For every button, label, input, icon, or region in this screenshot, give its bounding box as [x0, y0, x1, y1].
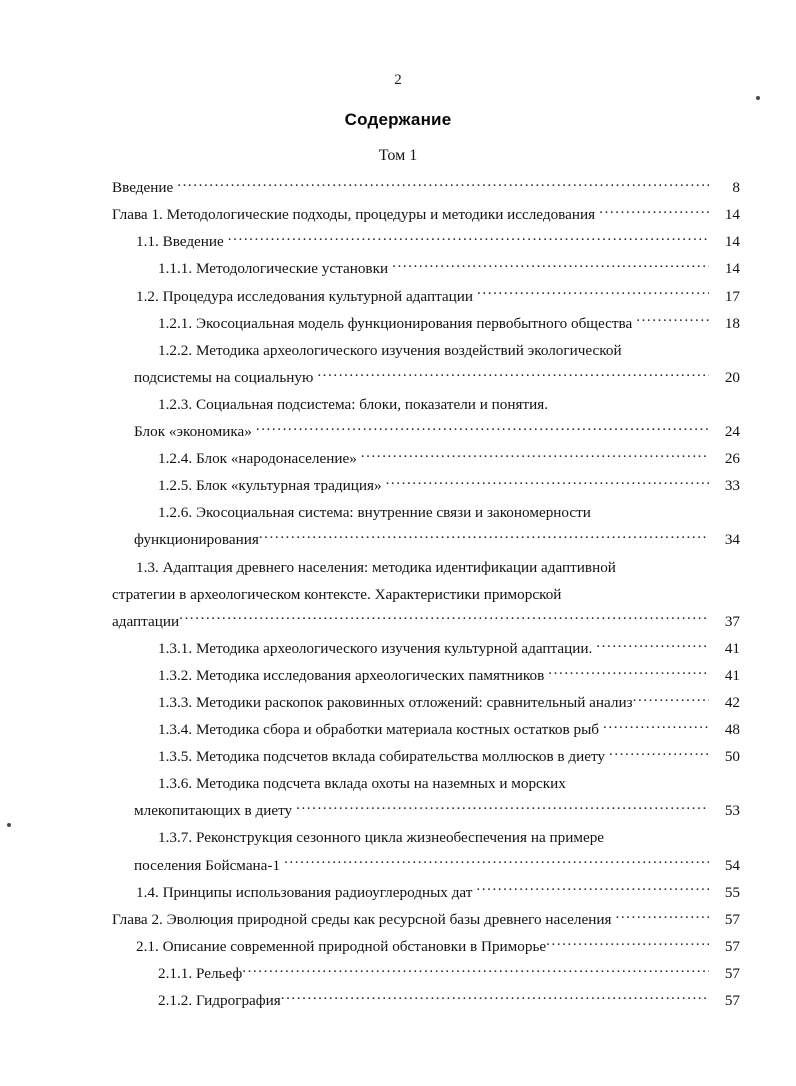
toc-page-number: 48 [724, 721, 740, 739]
toc-entry-label: 1.3.3. Методики раскопок раковинных отложений: сравнительный анализ [158, 693, 633, 711]
toc-leader-dots [570, 773, 709, 788]
toc-entry-line[interactable] [112, 529, 740, 556]
toc-entry-label: 1.4. Принципы использования радиоуглеродных дат [136, 883, 473, 901]
toc-page-number: 41 [724, 666, 740, 684]
toc-entry-line[interactable] [112, 583, 740, 610]
toc-entry-label: млекопитающих в диету [134, 802, 293, 820]
toc-entry-line[interactable] [112, 854, 740, 881]
toc-page-number: 26 [724, 450, 740, 468]
toc-page-number: 57 [724, 992, 740, 1009]
toc-entry-line[interactable] [112, 231, 740, 258]
scan-speck-icon [756, 96, 760, 100]
toc-entry-label: стратегии в археологическом контексте. Характеристики приморской [112, 585, 562, 603]
toc-entry-line[interactable] [112, 367, 740, 394]
toc-page-number: 57 [724, 964, 740, 982]
toc-entry-line[interactable] [112, 800, 740, 827]
toc-leader-dots [392, 258, 709, 273]
toc-page-number: 57 [724, 910, 740, 928]
toc-leader-dots [476, 881, 709, 896]
toc-page-number: 55 [724, 883, 740, 901]
toc-entry-label: 1.2.1. Экосоциальная модель функционирования первобытного общества [158, 314, 633, 332]
toc-leader-dots [603, 719, 709, 734]
toc-leader-dots [317, 367, 709, 382]
toc-page-number: 54 [724, 856, 740, 874]
toc-entry-line[interactable] [112, 773, 740, 800]
toc-page-number: 34 [724, 531, 740, 549]
toc-entry-label: 1.3. Адаптация древнего населения: методика идентификации адаптивной [136, 558, 616, 576]
toc-leader-dots [626, 340, 709, 355]
toc-page-number: 57 [724, 937, 740, 955]
page-folio-number: 2 [394, 72, 402, 88]
toc-leader-dots [242, 963, 709, 978]
toc-entry-label: 1.3.7. Реконструкция сезонного цикла жизнеобеспечения на примере [158, 829, 605, 847]
toc-leader-dots [608, 827, 709, 842]
toc-entry-line[interactable] [112, 258, 740, 285]
toc-entry-label: 1.1. Введение [136, 233, 224, 251]
toc-entry-label: 1.2. Процедура исследования культурной адаптации [136, 287, 474, 305]
toc-entry-label: подсистемы на социальную [134, 368, 314, 386]
toc-page-number: 14 [724, 260, 740, 278]
toc-entry-line[interactable] [112, 285, 740, 312]
toc-leader-dots [595, 502, 709, 517]
toc-leader-dots [599, 204, 709, 219]
toc-entry-label: 1.2.6. Экосоциальная система: внутренние связи и закономерности [158, 504, 591, 522]
toc-page-number: 37 [724, 612, 740, 630]
toc-page-number: 50 [724, 748, 740, 766]
toc-entry-label: Глава 1. Методологические подходы, процедуры и методики исследования [112, 206, 596, 224]
toc-entry-line[interactable] [112, 475, 740, 502]
toc-leader-dots [596, 638, 709, 653]
toc-entry-label: Введение [112, 179, 174, 197]
toc-entry-line[interactable] [112, 421, 740, 448]
toc-entry-label: 2.1.2. Гидрография [158, 992, 281, 1009]
toc-entry-label: 1.1.1. Методологические установки [158, 260, 389, 278]
toc-page-number: 18 [724, 314, 740, 332]
toc-leader-dots [615, 909, 709, 924]
toc-entry-line[interactable] [112, 340, 740, 367]
toc-leader-dots [386, 475, 709, 490]
toc-leader-dots [361, 448, 709, 463]
toc-leader-dots [548, 665, 709, 680]
toc-page-number: 20 [724, 368, 740, 386]
toc-leader-dots [281, 990, 709, 1005]
volume-label: Том 1 [378, 147, 418, 164]
toc-page-number: 24 [724, 423, 740, 441]
toc-entry-line[interactable] [112, 204, 740, 231]
toc-page-number: 14 [724, 206, 740, 224]
toc-entry-line[interactable] [112, 448, 740, 475]
toc-leader-dots [633, 692, 709, 707]
toc-page-number: 41 [724, 639, 740, 657]
toc-page-number: 42 [724, 693, 740, 711]
toc-leader-dots [546, 936, 709, 951]
toc-entry-label: Блок «экономика» [134, 423, 252, 441]
toc-entry-label: адаптации [112, 612, 180, 630]
scan-speck-icon [7, 823, 11, 827]
page-title: Содержание [344, 110, 452, 129]
toc-entry-label: Глава 2. Эволюция природной среды как ресурсной базы древнего населения [112, 910, 612, 928]
toc-entry-label: 1.3.1. Методика археологического изучения культурной адаптации. [158, 639, 593, 657]
toc-entry-line[interactable] [112, 881, 740, 908]
toc-leader-dots [477, 285, 709, 300]
toc-entry-line[interactable] [112, 936, 740, 963]
toc-leader-dots [259, 529, 709, 544]
toc-entry-line[interactable] [112, 963, 740, 990]
toc-leader-dots [565, 583, 709, 598]
toc-entry-label: 1.3.5. Методика подсчетов вклада собирательства моллюсков в диету [158, 748, 606, 766]
toc-entry-label: 1.3.6. Методика подсчета вклада охоты на наземных и морских [158, 775, 566, 793]
toc-entry-line[interactable] [112, 638, 740, 665]
toc-entry-line[interactable] [112, 177, 740, 204]
toc-entry-label: 1.2.5. Блок «культурная традиция» [158, 477, 382, 495]
toc-entry-label: 2.1. Описание современной природной обстановки в Приморье [136, 937, 547, 955]
toc-entry-label: 2.1.1. Рельеф [158, 964, 243, 982]
toc-entry-label: 1.2.2. Методика археологического изучения воздействий экологической [158, 341, 622, 359]
toc-page-number: 17 [724, 287, 740, 305]
toc-entry-label: поселения Бойсмана-1 [134, 856, 281, 874]
toc-entry-line[interactable] [112, 990, 740, 1017]
toc-entry-label: 1.3.2. Методика исследования археологических памятников [158, 666, 545, 684]
toc-entry-line[interactable] [112, 692, 740, 719]
toc-leader-dots [177, 177, 709, 192]
toc-entry-label: функционирования [134, 531, 259, 549]
toc-entry-line[interactable] [112, 611, 740, 638]
toc-entry-line[interactable] [112, 394, 740, 421]
toc-page-number: 14 [724, 233, 740, 251]
toc-entry-label: 1.3.4. Методика сбора и обработки материала костных остатков рыб [158, 721, 600, 739]
toc-entry-line[interactable] [112, 909, 740, 936]
toc-entry-line[interactable] [112, 556, 740, 583]
toc-page-number: 8 [732, 179, 740, 197]
toc-entry-line[interactable] [112, 746, 740, 773]
toc-leader-dots [284, 854, 709, 869]
toc-entry-line[interactable] [112, 502, 740, 529]
toc-leader-dots [256, 421, 709, 436]
toc-entry-line[interactable] [112, 312, 740, 339]
toc-entry-label: 1.2.3. Социальная подсистема: блоки, показатели и понятия. [158, 395, 549, 413]
toc-leader-dots [609, 746, 709, 761]
toc-entry-label: 1.2.4. Блок «народонаселение» [158, 450, 357, 468]
toc-leader-dots [636, 312, 709, 327]
toc-page-number: 53 [724, 802, 740, 820]
toc-leader-dots [179, 611, 709, 626]
toc-entry-line[interactable] [112, 719, 740, 746]
table-of-contents [112, 177, 740, 1017]
toc-entry-line[interactable] [112, 665, 740, 692]
toc-leader-dots [620, 556, 709, 571]
toc-entry-line[interactable] [112, 827, 740, 854]
toc-page-number: 33 [724, 477, 740, 495]
toc-leader-dots [228, 231, 709, 246]
toc-leader-dots [296, 800, 709, 815]
toc-leader-dots [552, 394, 709, 409]
